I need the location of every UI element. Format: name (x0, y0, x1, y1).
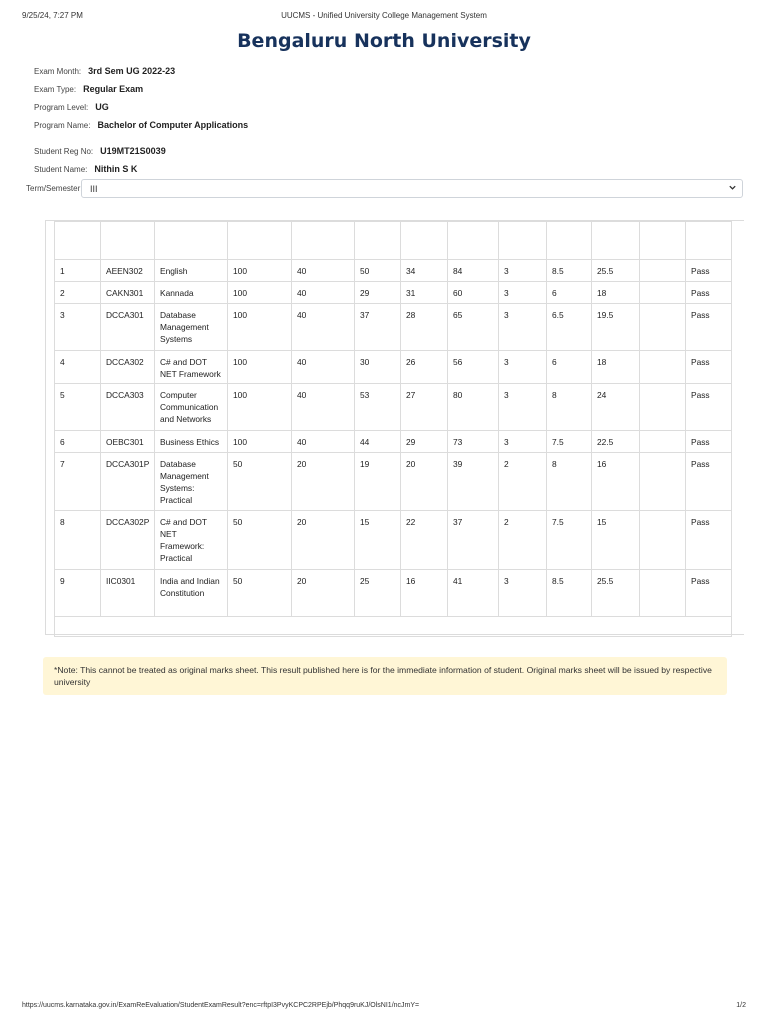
cell-subject-code: IIC0301 (101, 570, 155, 617)
student-reg-value: U19MT21S0039 (100, 146, 166, 156)
cell-sl-no: 6 (55, 431, 101, 453)
cell-sl-no: 7 (55, 453, 101, 511)
exam-type-label: Exam Type: (34, 85, 77, 94)
cell-subject-code: DCCA301P (101, 453, 155, 511)
cell-total-marks: 73 (448, 431, 499, 453)
print-page-number: 1/2 (736, 1002, 746, 1009)
cell-subject-name: Database Management Systems: Practical (155, 453, 228, 511)
exam-month-label: Exam Month: (34, 67, 82, 76)
header-result (686, 222, 732, 260)
student-name-value: Nithin S K (94, 164, 138, 174)
cell-exam-marks: 27 (401, 384, 448, 431)
cell-min-marks: 20 (292, 511, 355, 570)
cell-credits: 3 (499, 304, 547, 351)
cell-total-marks: 39 (448, 453, 499, 511)
cell-result: Pass (686, 260, 732, 282)
cell-max-marks: 100 (228, 304, 292, 351)
cell-ia-marks: 53 (355, 384, 401, 431)
cell-ia-marks: 29 (355, 282, 401, 304)
cell-subject-code: CAKN301 (101, 282, 155, 304)
cell-ia-marks: 19 (355, 453, 401, 511)
cell-sl-no: 1 (55, 260, 101, 282)
cell-result: Pass (686, 351, 732, 384)
cell-exam-marks: 34 (401, 260, 448, 282)
cell-subject-code: DCCA303 (101, 384, 155, 431)
cell-subject-code: DCCA302P (101, 511, 155, 570)
cell-credit-points: 19.5 (592, 304, 640, 351)
cell-min-marks: 40 (292, 260, 355, 282)
cell-total-marks: 60 (448, 282, 499, 304)
cell-ia-marks: 50 (355, 260, 401, 282)
term-select[interactable] (81, 179, 743, 198)
header-grade-points (547, 222, 592, 260)
exam-month-row (34, 66, 175, 76)
cell-credits: 2 (499, 511, 547, 570)
cell-min-marks: 40 (292, 304, 355, 351)
cell-subject-code: OEBC301 (101, 431, 155, 453)
cell-credits: 3 (499, 384, 547, 431)
cell-result: Pass (686, 570, 732, 617)
header-ia-marks (355, 222, 401, 260)
cell-min-marks: 20 (292, 570, 355, 617)
cell-subject-code: DCCA302 (101, 351, 155, 384)
student-reg-label: Student Reg No: (34, 147, 94, 156)
cell-result: Pass (686, 453, 732, 511)
header-credits (499, 222, 547, 260)
cell-grade-points: 8 (547, 384, 592, 431)
cell-ia-marks: 37 (355, 304, 401, 351)
cell-subject-name: India and Indian Constitution (155, 570, 228, 617)
cell-exam-marks: 22 (401, 511, 448, 570)
cell-grade (640, 351, 686, 384)
cell-max-marks: 100 (228, 351, 292, 384)
cell-subject-name: C# and DOT NET Framework: Practical (155, 511, 228, 570)
cell-min-marks: 40 (292, 431, 355, 453)
cell-sl-no: 5 (55, 384, 101, 431)
cell-subject-name: C# and DOT NET Framework (155, 351, 228, 384)
cell-result: Pass (686, 282, 732, 304)
cell-grade (640, 260, 686, 282)
cell-grade (640, 282, 686, 304)
cell-credit-points: 18 (592, 351, 640, 384)
term-selected-value: III (90, 183, 98, 194)
cell-sl-no: 2 (55, 282, 101, 304)
cell-credit-points: 24 (592, 384, 640, 431)
program-name-label: Program Name: (34, 121, 91, 130)
cell-total-marks: 37 (448, 511, 499, 570)
cell-sl-no: 3 (55, 304, 101, 351)
cell-grade-points: 8.5 (547, 260, 592, 282)
cell-grade (640, 431, 686, 453)
cell-grade-points: 7.5 (547, 431, 592, 453)
cell-min-marks: 20 (292, 453, 355, 511)
cell-exam-marks: 16 (401, 570, 448, 617)
cell-max-marks: 100 (228, 384, 292, 431)
cell-subject-code: DCCA301 (101, 304, 155, 351)
cell-grade-points: 8 (547, 453, 592, 511)
cell-grade (640, 511, 686, 570)
program-level-label: Program Level: (34, 103, 89, 112)
cell-total-marks: 65 (448, 304, 499, 351)
table-row (55, 351, 732, 384)
cell-subject-name: Business Ethics (155, 431, 228, 453)
program-name-row (34, 120, 248, 130)
cell-exam-marks: 20 (401, 453, 448, 511)
exam-type-value: Regular Exam (83, 84, 144, 94)
cell-credit-points: 15 (592, 511, 640, 570)
cell-total-marks: 80 (448, 384, 499, 431)
cell-ia-marks: 44 (355, 431, 401, 453)
cell-grade-points: 8.5 (547, 570, 592, 617)
cell-exam-marks: 31 (401, 282, 448, 304)
cell-grade (640, 570, 686, 617)
table-row (55, 511, 732, 570)
cell-credit-points: 25.5 (592, 260, 640, 282)
chevron-down-icon (728, 183, 737, 192)
program-level-value: UG (95, 102, 109, 112)
table-row (55, 384, 732, 431)
header-subject-code (101, 222, 155, 260)
cell-credits: 3 (499, 570, 547, 617)
program-level-row (34, 102, 109, 112)
table-row (55, 282, 732, 304)
header-total-marks (448, 222, 499, 260)
cell-sl-no: 8 (55, 511, 101, 570)
cell-result: Pass (686, 384, 732, 431)
cell-ia-marks: 25 (355, 570, 401, 617)
cell-total-marks: 84 (448, 260, 499, 282)
cell-max-marks: 50 (228, 453, 292, 511)
cell-sl-no: 9 (55, 570, 101, 617)
student-name-label: Student Name: (34, 165, 88, 174)
empty-cell (55, 617, 732, 637)
results-table (54, 221, 732, 637)
cell-sl-no: 4 (55, 351, 101, 384)
print-page-title: UUCMS - Unified University College Management System (281, 11, 487, 20)
cell-result: Pass (686, 304, 732, 351)
header-max-marks (228, 222, 292, 260)
university-title: Bengaluru North University (237, 30, 531, 52)
cell-max-marks: 100 (228, 282, 292, 304)
results-body (55, 260, 732, 637)
header-grade (640, 222, 686, 260)
disclaimer-note: *Note: This cannot be treated as original marks sheet. This result published here is for the immediate information of student. Original marks sheet will be issued by respective university (43, 657, 727, 695)
cell-credits: 3 (499, 351, 547, 384)
table-row (55, 431, 732, 453)
cell-exam-marks: 29 (401, 431, 448, 453)
cell-grade (640, 384, 686, 431)
cell-subject-code: AEEN302 (101, 260, 155, 282)
cell-min-marks: 40 (292, 351, 355, 384)
exam-type-row (34, 84, 143, 94)
cell-result: Pass (686, 431, 732, 453)
student-name-row (34, 164, 137, 174)
cell-subject-name: Database Management Systems (155, 304, 228, 351)
cell-max-marks: 100 (228, 260, 292, 282)
cell-subject-name: Kannada (155, 282, 228, 304)
cell-subject-name: English (155, 260, 228, 282)
cell-exam-marks: 28 (401, 304, 448, 351)
cell-grade-points: 6.5 (547, 304, 592, 351)
results-header (55, 222, 732, 260)
cell-credit-points: 16 (592, 453, 640, 511)
results-table-container (45, 220, 744, 635)
header-min-marks (292, 222, 355, 260)
table-row (55, 570, 732, 617)
cell-max-marks: 100 (228, 431, 292, 453)
print-url: https://uucms.karnataka.gov.in/ExamReEvaluation/StudentExamResult?enc=rftpI3PvyKCPC2RPEjb/Phqq9ruKJ/OlsNI1/ncJmY= (22, 1002, 420, 1009)
table-row (55, 260, 732, 282)
cell-total-marks: 41 (448, 570, 499, 617)
cell-result: Pass (686, 511, 732, 570)
print-datetime: 9/25/24, 7:27 PM (22, 11, 83, 20)
cell-grade-points: 6 (547, 351, 592, 384)
cell-grade-points: 7.5 (547, 511, 592, 570)
cell-credit-points: 25.5 (592, 570, 640, 617)
cell-credits: 3 (499, 431, 547, 453)
cell-credits: 2 (499, 453, 547, 511)
cell-total-marks: 56 (448, 351, 499, 384)
header-sl-no (55, 222, 101, 260)
cell-credit-points: 18 (592, 282, 640, 304)
student-reg-row (34, 146, 166, 156)
cell-subject-name: Computer Communication and Networks (155, 384, 228, 431)
cell-min-marks: 40 (292, 282, 355, 304)
cell-exam-marks: 26 (401, 351, 448, 384)
cell-max-marks: 50 (228, 570, 292, 617)
cell-ia-marks: 15 (355, 511, 401, 570)
cell-credits: 3 (499, 282, 547, 304)
table-row (55, 304, 732, 351)
cell-min-marks: 40 (292, 384, 355, 431)
exam-month-value: 3rd Sem UG 2022-23 (88, 66, 176, 76)
term-row (26, 178, 743, 199)
cell-credits: 3 (499, 260, 547, 282)
term-label: Term/Semester: (26, 184, 83, 193)
cell-grade (640, 304, 686, 351)
cell-grade-points: 6 (547, 282, 592, 304)
table-row-empty (55, 617, 732, 637)
header-exam-marks (401, 222, 448, 260)
cell-ia-marks: 30 (355, 351, 401, 384)
cell-max-marks: 50 (228, 511, 292, 570)
table-row (55, 453, 732, 511)
cell-grade (640, 453, 686, 511)
program-name-value: Bachelor of Computer Applications (97, 120, 249, 130)
header-subject-name (155, 222, 228, 260)
header-credit-points (592, 222, 640, 260)
cell-credit-points: 22.5 (592, 431, 640, 453)
